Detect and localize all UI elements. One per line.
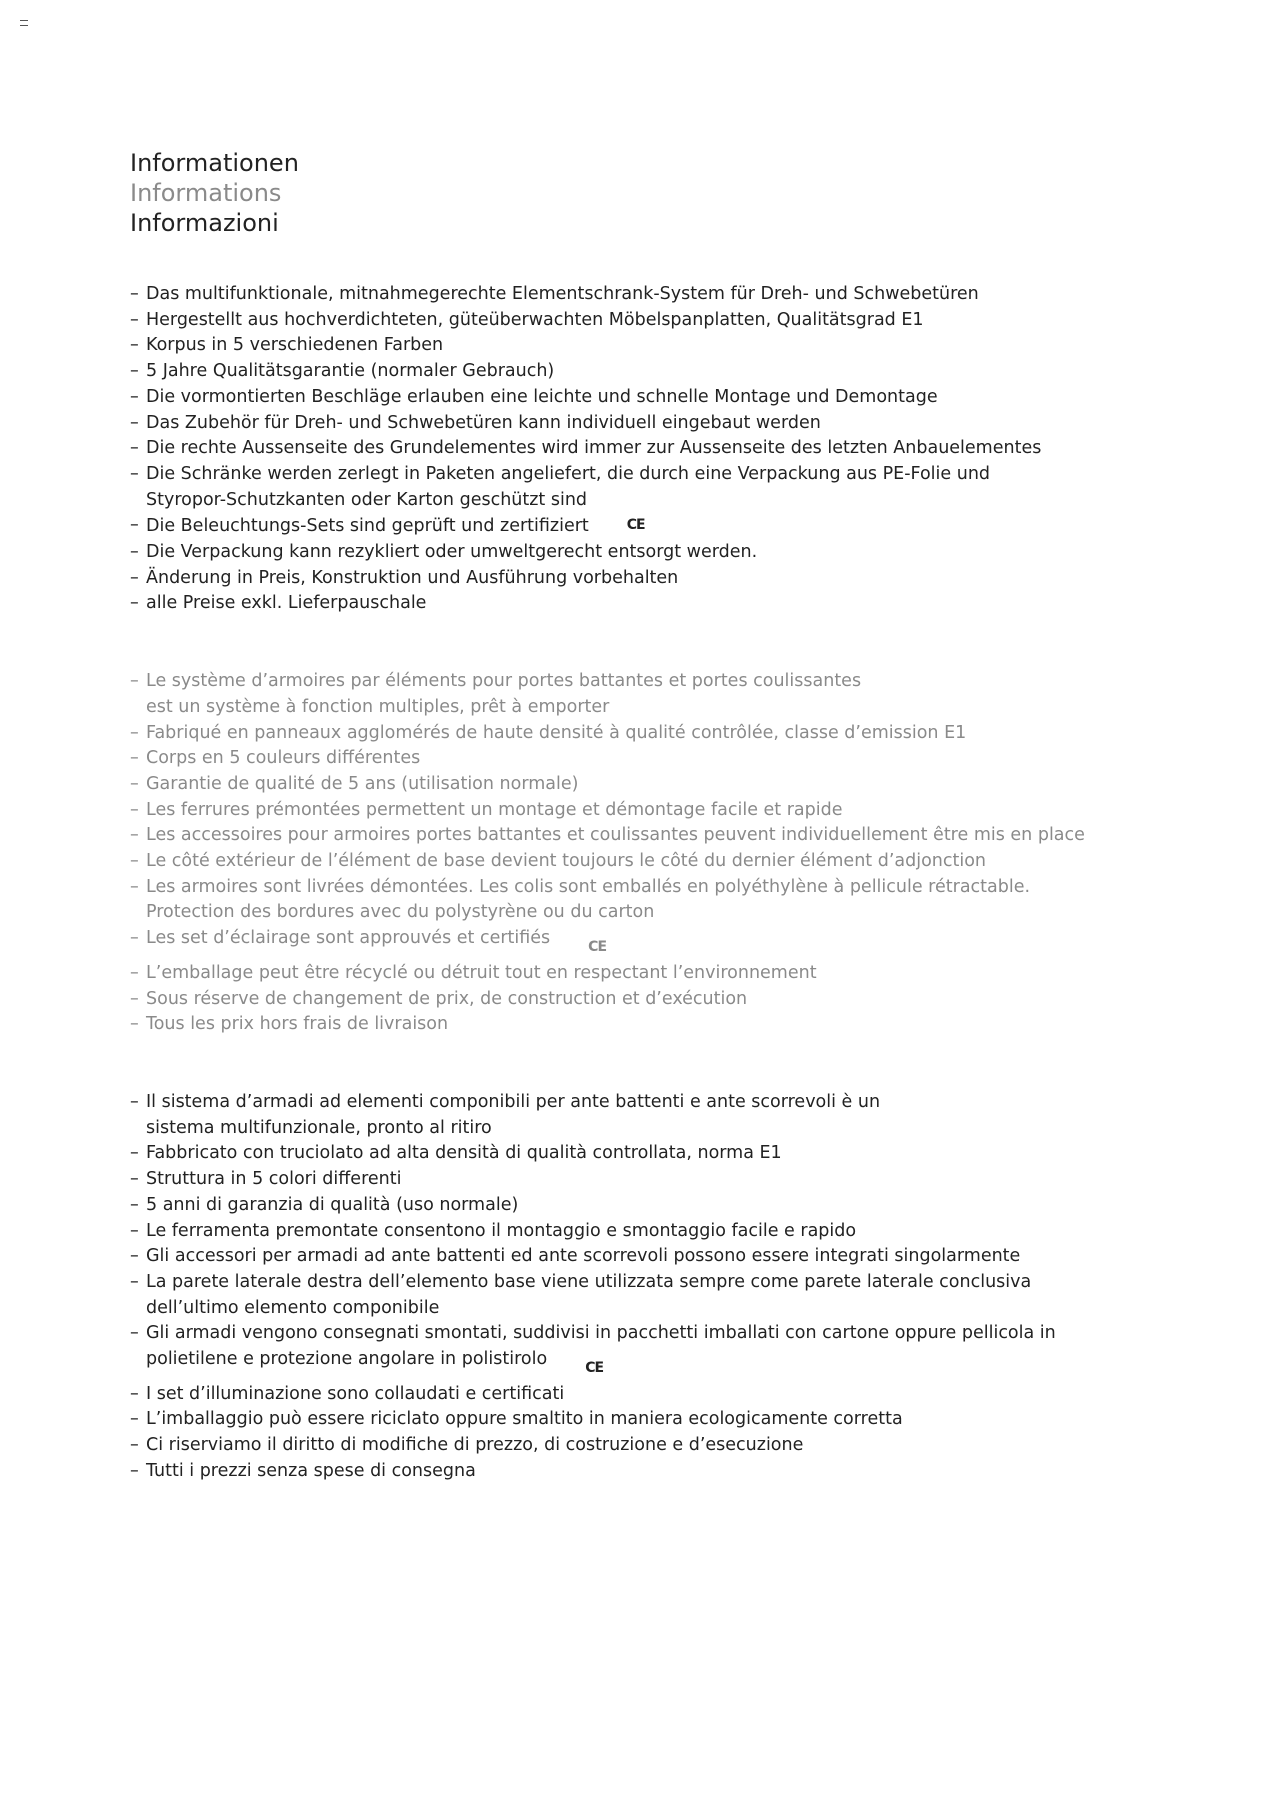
document-content xyxy=(130,148,1130,1485)
list-item: – Änderung in Preis, Konstruktion und Ausführung vorbehalten xyxy=(130,566,1130,592)
list-item: – Hergestellt aus hochverdichteten, güteüberwachten Möbelspanplatten, Qualitätsgrad E1 xyxy=(130,308,1130,334)
menu-icon-bar xyxy=(20,25,28,26)
list-item: – Sous réserve de changement de prix, de construction et d’exécution xyxy=(130,987,1130,1013)
list-item: – Gli armadi vengono consegnati smontati, suddivisi in pacchetti imballati con cartone oppure pellicola in polietilene e protezione angolare in polistirolo CE xyxy=(130,1321,1130,1381)
ce-mark-icon: CE xyxy=(585,1360,604,1377)
list-item: – Das Zubehör für Dreh- und Schwebetüren kann individuell eingebaut werden xyxy=(130,411,1130,437)
list-item: – Les ferrures prémontées permettent un montage et démontage facile et rapide xyxy=(130,798,1130,824)
list-item: – alle Preise exkl. Lieferpauschale xyxy=(130,591,1130,617)
list-item: – L’emballage peut être récyclé ou détruit tout en respectant l’environnement xyxy=(130,961,1130,987)
list-item: – Le système d’armoires par éléments pour portes battantes et portes coulissantes est un système à fonction multiples, prêt à emporter xyxy=(130,669,1130,720)
list-item: – Les armoires sont livrées démontées. Les colis sont emballés en polyéthylène à pellicule rétractable. Protection des bordures avec du polystyrène ou du carton xyxy=(130,875,1130,926)
list-item: – Die Beleuchtungs-Sets sind geprüft und zertifiziert CE xyxy=(130,513,1130,540)
list-item: – Die vormontierten Beschläge erlauben eine leichte und schnelle Montage und Demontage xyxy=(130,385,1130,411)
list-item: – Die Schränke werden zerlegt in Paketen angeliefert, die durch eine Verpackung aus PE-Folie und Styropor-Schutzkanten oder Karton geschützt sind xyxy=(130,462,1130,513)
list-item: – Les set d’éclairage sont approuvés et certifiés CE xyxy=(130,926,1130,961)
list-item: – Tutti i prezzi senza spese di consegna xyxy=(130,1459,1130,1485)
list-item: – La parete laterale destra dell’elemento base viene utilizzata sempre come parete laterale conclusiva dell’ultimo elemento componibile xyxy=(130,1270,1130,1321)
list-item: – Tous les prix hors frais de livraison xyxy=(130,1012,1130,1038)
list-item: – 5 Jahre Qualitätsgarantie (normaler Gebrauch) xyxy=(130,359,1130,385)
title-block xyxy=(130,148,1130,238)
list-item: – Garantie de qualité de 5 ans (utilisation normale) xyxy=(130,772,1130,798)
list-item: – I set d’illuminazione sono collaudati e certificati xyxy=(130,1382,1130,1408)
list-item: – Die rechte Aussenseite des Grundelementes wird immer zur Aussenseite des letzten Anbauelementes xyxy=(130,436,1130,462)
title-italian: Informazioni xyxy=(130,209,279,237)
list-item: – Il sistema d’armadi ad elementi componibili per ante battenti e ante scorrevoli è un sistema multifunzionale, pronto al ritiro xyxy=(130,1090,1130,1141)
menu-icon-bar xyxy=(20,20,28,21)
french-list xyxy=(130,669,1130,1038)
list-item: – Fabbricato con truciolato ad alta densità di qualità controllata, norma E1 xyxy=(130,1141,1130,1167)
list-item: – L’imballaggio può essere riciclato oppure smaltito in maniera ecologicamente corretta xyxy=(130,1407,1130,1433)
list-item: – Das multifunktionale, mitnahmegerechte Elementschrank-System für Dreh- und Schwebetüren xyxy=(130,282,1130,308)
list-item: – Les accessoires pour armoires portes battantes et coulissantes peuvent individuellement être mis en place xyxy=(130,823,1130,849)
italian-list xyxy=(130,1090,1130,1485)
list-item: – Le ferramenta premontate consentono il montaggio e smontaggio facile e rapido xyxy=(130,1219,1130,1245)
title-german: Informationen xyxy=(130,149,299,177)
list-item: – Corps en 5 couleurs différentes xyxy=(130,746,1130,772)
list-item: – Die Verpackung kann rezykliert oder umweltgerecht entsorgt werden. xyxy=(130,540,1130,566)
ce-mark-icon: CE xyxy=(626,517,645,534)
german-list xyxy=(130,282,1130,617)
list-item: – Le côté extérieur de l’élément de base devient toujours le côté du dernier élément d’adjonction xyxy=(130,849,1130,875)
list-item: – Fabriqué en panneaux agglomérés de haute densité à qualité contrôlée, classe d’emission E1 xyxy=(130,721,1130,747)
list-item: – Gli accessori per armadi ad ante battenti ed ante scorrevoli possono essere integrati singolarmente xyxy=(130,1244,1130,1270)
menu-icon[interactable] xyxy=(20,20,28,26)
list-item: – Ci riserviamo il diritto di modifiche di prezzo, di costruzione e d’esecuzione xyxy=(130,1433,1130,1459)
list-item: – Struttura in 5 colori differenti xyxy=(130,1167,1130,1193)
title-french: Informations xyxy=(130,179,282,207)
ce-mark-icon: CE xyxy=(588,939,607,956)
list-item: – 5 anni di garanzia di qualità (uso normale) xyxy=(130,1193,1130,1219)
list-item: – Korpus in 5 verschiedenen Farben xyxy=(130,333,1130,359)
